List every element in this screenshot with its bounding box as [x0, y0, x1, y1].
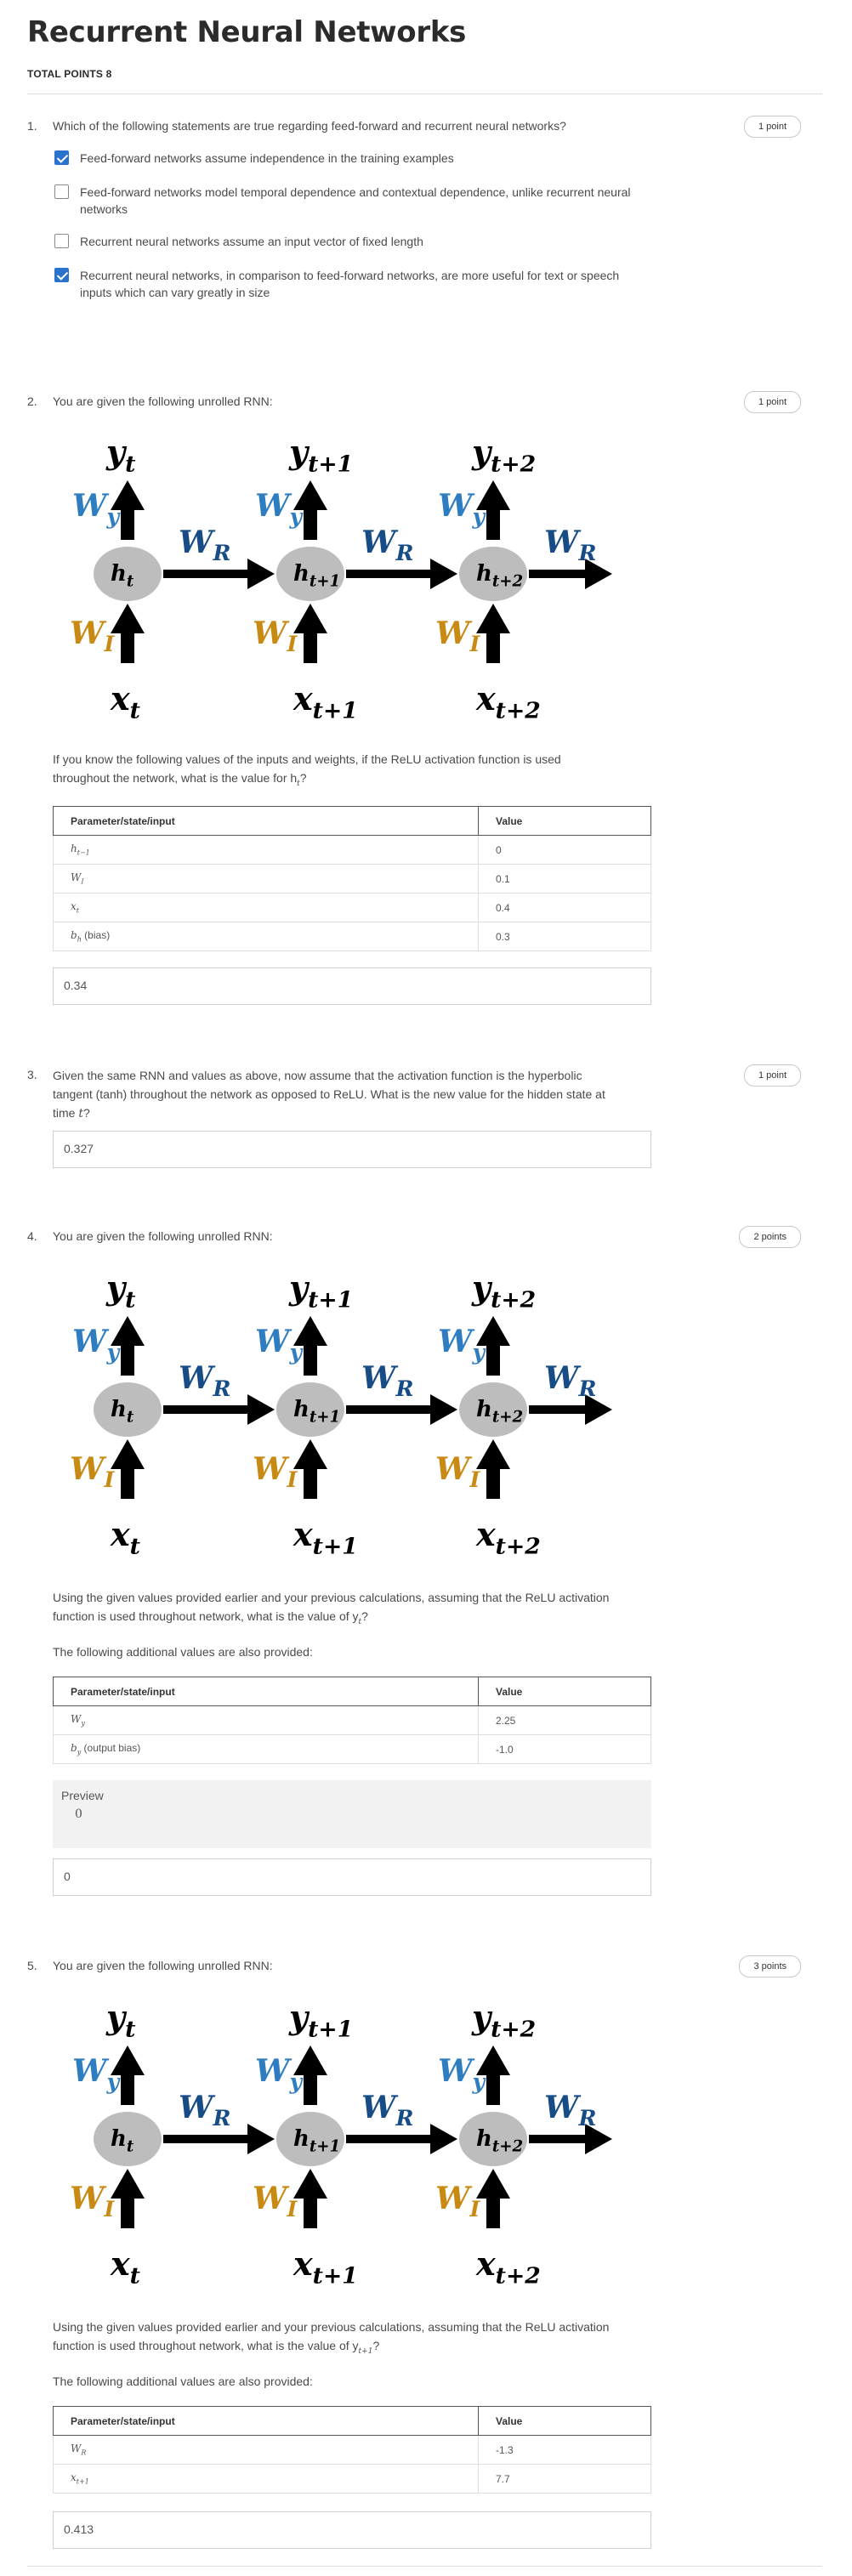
wr-label-0-main: W: [179, 2090, 213, 2125]
q4-prompt: [53, 1588, 648, 1631]
h-label-1-sub: t+1: [309, 572, 341, 591]
q3-answer-input[interactable]: 0.327: [53, 1131, 651, 1168]
q4-prompt-sub: t: [358, 1617, 362, 1626]
param-cell: [54, 922, 479, 951]
wr-label-1: [361, 1360, 413, 1401]
q1-option-2-label: Feed-forward networks model temporal dependence and contextual dependence, unlike recurrent neural networks: [80, 185, 631, 216]
q2-answer-input[interactable]: 0.34: [53, 967, 651, 1005]
x-label-2: [475, 2244, 541, 2289]
q5-answer-input[interactable]: 0.413: [53, 2511, 651, 2549]
y-label-2-sub: t+2: [491, 1286, 537, 1314]
x-label-0-main: x: [111, 2244, 130, 2283]
y-label-1-sub: t+1: [308, 451, 354, 478]
wr-label-2-sub: R: [578, 1376, 597, 1401]
h-label-2-sub: t+2: [491, 2137, 524, 2156]
rnn-diagram-q4: [26, 1257, 621, 1580]
page-title: Recurrent Neural Networks: [27, 15, 467, 49]
question-2-header: [27, 393, 792, 410]
wi-label-1-sub: I: [287, 1467, 298, 1492]
question-2-text: You are given the following unrolled RNN:: [53, 394, 273, 408]
param-subscript: y: [81, 1719, 85, 1728]
question-1: [27, 117, 792, 301]
wy-label-0-main: W: [72, 488, 107, 524]
q1-option-1-checkbox[interactable]: [54, 150, 69, 165]
recurrent-arrow-2: [529, 2124, 612, 2154]
question-1-points: 1 point: [744, 116, 801, 138]
question-3-text: [53, 1066, 665, 1123]
q3-text-line-3: time: [53, 1106, 79, 1120]
h-label-2-main: h: [476, 1397, 492, 1422]
wy-label-2: [438, 2053, 486, 2094]
wi-label-2-sub: I: [469, 1467, 480, 1492]
question-5-header: [27, 1957, 792, 1974]
x-label-1: [293, 1515, 358, 1560]
x-label-0: [110, 1515, 141, 1560]
h-label-0-main: h: [111, 561, 127, 587]
y-label-0-main: y: [106, 1268, 126, 1307]
x-label-1-main: x: [293, 1515, 313, 1553]
question-1-text: Which of the following statements are true regarding feed-forward and recurrent neural networks?: [53, 119, 566, 133]
recurrent-arrow-2: [529, 559, 612, 589]
y-label-0-main: y: [106, 1998, 126, 2036]
input-arrow-2: [476, 604, 510, 663]
wi-label-1: [253, 2181, 298, 2221]
param-subscript: R: [81, 2448, 87, 2457]
wr-label-1-sub: R: [395, 540, 414, 565]
y-label-1-main: y: [289, 433, 309, 471]
recurrent-arrow-2: [529, 1394, 612, 1425]
table-header-row: [54, 2407, 651, 2436]
param-symbol: x: [71, 900, 77, 913]
wr-label-2-sub: R: [578, 540, 597, 565]
q4-prompt-line-2: function is used throughout network, what is the value of y: [53, 1609, 359, 1623]
x-label-1-main: x: [293, 2244, 313, 2283]
input-arrow-0: [111, 604, 145, 663]
y-label-1-sub: t+1: [308, 1286, 354, 1314]
param-cell: [54, 2465, 479, 2494]
q4-answer-input[interactable]: 0: [53, 1858, 651, 1896]
param-symbol: b: [71, 929, 77, 942]
wr-label-1-main: W: [361, 1360, 396, 1396]
wy-label-1-main: W: [255, 1324, 290, 1359]
x-label-2-sub: t+2: [495, 697, 541, 724]
h-label-1-sub: t+1: [309, 1408, 341, 1427]
x-label-1-sub: t+1: [312, 697, 358, 724]
wy-label-1-sub: y: [289, 2068, 303, 2094]
wy-label-0: [72, 1324, 121, 1365]
rnn-svg: [26, 1257, 621, 1580]
q1-option-4-label: Recurrent neural networks, in comparison to feed-forward networks, are more useful for text or speech inputs which can vary greatly in size: [80, 269, 620, 299]
question-1-header: [27, 117, 792, 134]
x-label-2-main: x: [476, 679, 496, 718]
wi-label-0: [70, 2181, 115, 2221]
value-cell: -1.3: [479, 2436, 651, 2465]
wi-label-2: [435, 616, 480, 656]
x-label-1-main: x: [293, 679, 313, 718]
value-cell: 0.4: [479, 894, 651, 922]
wi-label-0: [70, 616, 115, 656]
param-subscript: t−1: [77, 848, 90, 857]
wr-label-2-main: W: [544, 525, 579, 560]
h-label-1-main: h: [293, 1397, 310, 1422]
param-subscript: y: [77, 1748, 82, 1756]
wy-label-1: [255, 1324, 304, 1365]
y-label-2-main: y: [472, 1998, 491, 2036]
q2-param-table: [53, 806, 651, 951]
wi-label-0-sub: I: [104, 631, 115, 656]
y-label-2-sub: t+2: [491, 451, 537, 478]
x-label-1-sub: t+1: [312, 1533, 358, 1560]
rnn-diagram-q2: [26, 421, 621, 744]
wi-label-1-sub: I: [287, 631, 298, 656]
q1-option-3-checkbox[interactable]: [54, 234, 69, 248]
h-label-2-sub: t+2: [491, 1408, 524, 1427]
param-cell: [54, 2436, 479, 2465]
wi-label-2-main: W: [435, 1451, 470, 1487]
value-cell: 7.7: [479, 2465, 651, 2494]
x-label-0: [110, 679, 141, 724]
question-3-header: [27, 1066, 792, 1123]
h-label-1-main: h: [293, 561, 310, 587]
rnn-svg: [26, 1986, 621, 2309]
wr-label-1: [361, 2090, 413, 2131]
param-note: (bias): [81, 929, 111, 942]
wi-label-2: [435, 2181, 480, 2221]
wr-label-0-sub: R: [213, 540, 231, 565]
question-4-points: 2 points: [739, 1226, 801, 1248]
wy-label-0-sub: y: [106, 503, 120, 529]
q4-preview-value: 0: [75, 1807, 82, 1821]
wy-label-1-main: W: [255, 488, 290, 524]
x-label-2: [475, 1515, 541, 1560]
x-label-0-main: x: [111, 679, 130, 718]
q4-preview-label: Preview: [61, 1789, 104, 1802]
question-5-text: You are given the following unrolled RNN:: [53, 1959, 273, 1972]
wr-label-2: [544, 525, 596, 565]
wi-label-0-sub: I: [104, 1467, 115, 1492]
q1-option-4[interactable]: [54, 267, 792, 301]
wr-label-2: [544, 2090, 596, 2131]
wi-label-0-main: W: [70, 616, 105, 651]
param-subscript: t+1: [76, 2477, 89, 2486]
question-3-number: 3.: [27, 1068, 37, 1081]
question-5-points: 3 points: [739, 1955, 801, 1977]
param-cell: [54, 1706, 479, 1735]
value-cell: 0.3: [479, 922, 651, 951]
question-5: [27, 1957, 792, 1974]
h-label-2-main: h: [476, 2126, 492, 2152]
wi-label-1-sub: I: [287, 2196, 298, 2221]
table-row: [54, 922, 651, 951]
table-header-value: Value: [479, 807, 651, 836]
input-arrow-2: [476, 2169, 510, 2228]
wr-label-0-main: W: [179, 1360, 213, 1396]
wi-label-0-main: W: [70, 1451, 105, 1487]
question-2-points: 1 point: [744, 391, 801, 413]
x-label-2-sub: t+2: [495, 2262, 541, 2289]
rnn-diagram-q5: [26, 1986, 621, 2309]
table-row: [54, 1706, 651, 1735]
wi-label-2: [435, 1451, 480, 1492]
input-arrow-1: [293, 604, 327, 663]
param-subscript: h: [77, 935, 82, 944]
wi-label-0-main: W: [70, 2181, 105, 2216]
x-label-0-sub: t: [129, 2262, 140, 2289]
wr-label-2-main: W: [544, 1360, 579, 1396]
q2-prompt-end: ?: [299, 771, 307, 785]
wr-label-2-main: W: [544, 2090, 579, 2125]
question-4-text: You are given the following unrolled RNN:: [53, 1229, 273, 1243]
q5-param-table: [53, 2406, 651, 2494]
h-label-1-sub: t+1: [309, 2137, 341, 2156]
wr-label-0-main: W: [179, 525, 213, 560]
wy-label-0-sub: y: [106, 1339, 120, 1365]
question-1-number: 1.: [27, 119, 37, 133]
rnn-svg: [26, 421, 621, 744]
wy-label-2: [438, 1324, 486, 1365]
table-header-param: Parameter/state/input: [54, 807, 479, 836]
h-label-1-main: h: [293, 2126, 310, 2152]
param-cell: [54, 1735, 479, 1764]
q4-param-table: [53, 1677, 651, 1764]
q1-option-3[interactable]: [54, 233, 792, 250]
q5-prompt-line-2: function is used throughout network, what is the value of y: [53, 2339, 359, 2352]
param-symbol: W: [71, 1713, 82, 1726]
value-cell: -1.0: [479, 1735, 651, 1764]
wy-label-0-main: W: [72, 2053, 107, 2089]
q1-option-2[interactable]: [54, 184, 792, 218]
h-label-2-main: h: [476, 561, 492, 587]
q2-prompt-sub: t: [297, 779, 300, 788]
y-label-2-main: y: [472, 433, 491, 471]
value-cell: 2.25: [479, 1706, 651, 1735]
q5-prompt-additional: The following additional values are also provided:: [53, 2375, 313, 2388]
q4-prompt-end: ?: [361, 1609, 368, 1623]
wy-label-0-main: W: [72, 1324, 107, 1359]
y-label-1: [288, 1268, 353, 1314]
x-label-0-sub: t: [129, 1533, 140, 1560]
question-4-header: [27, 1228, 792, 1245]
y-label-0-sub: t: [125, 2016, 136, 2043]
question-2-number: 2.: [27, 394, 37, 408]
x-label-2-main: x: [476, 2244, 496, 2283]
y-label-2: [471, 1268, 536, 1314]
q2-prompt: [53, 750, 648, 793]
y-label-0-sub: t: [125, 451, 136, 478]
question-3: [27, 1066, 792, 1123]
param-note: (output bias): [81, 1742, 141, 1755]
total-points: TOTAL POINTS 8: [27, 68, 112, 80]
q3-text-line-2: tangent (tanh) throughout the network as opposed to ReLU. What is the new value for the hidden state at: [53, 1087, 605, 1101]
param-symbol: x: [71, 2471, 77, 2484]
wr-label-0-sub: R: [213, 2105, 231, 2131]
y-label-2: [471, 1998, 536, 2043]
question-3-points: 1 point: [744, 1064, 801, 1087]
wi-label-2-main: W: [435, 2181, 470, 2216]
wy-label-2-main: W: [438, 1324, 473, 1359]
x-label-0-sub: t: [129, 697, 140, 724]
table-row: [54, 836, 651, 865]
x-label-1-sub: t+1: [312, 2262, 358, 2289]
wy-label-2-sub: y: [472, 1339, 486, 1365]
x-label-1: [293, 679, 358, 724]
wi-label-1: [253, 1451, 298, 1492]
q1-option-4-checkbox[interactable]: [54, 268, 69, 282]
wi-label-1-main: W: [253, 616, 287, 651]
y-label-1: [288, 1998, 353, 2043]
wi-label-1-main: W: [253, 2181, 287, 2216]
x-label-0-main: x: [111, 1515, 130, 1553]
q3-text-end: ?: [82, 1106, 90, 1120]
q3-text-var: t: [78, 1107, 83, 1121]
wy-label-0: [72, 488, 121, 529]
q1-option-1-label: Feed-forward networks assume independence in the training examples: [80, 151, 454, 165]
param-subscript: t: [76, 906, 79, 915]
wy-label-1: [255, 488, 304, 529]
wi-label-2-main: W: [435, 616, 470, 651]
q5-prompt-sub: t+1: [358, 2346, 373, 2356]
h-label-0-sub: t: [126, 1408, 134, 1427]
input-arrow-1: [293, 1439, 327, 1499]
table-row: [54, 865, 651, 894]
wy-label-2-main: W: [438, 488, 473, 524]
wi-label-0-sub: I: [104, 2196, 115, 2221]
quiz-page: [0, 0, 852, 94]
wy-label-0: [72, 2053, 121, 2094]
question-4: [27, 1228, 792, 1245]
param-symbol: W: [71, 2443, 82, 2455]
param-cell: [54, 865, 479, 894]
question-4-number: 4.: [27, 1229, 37, 1243]
q4-prompt-line-1: Using the given values provided earlier and your previous calculations, assuming that the ReLU activation: [53, 1591, 610, 1604]
wy-label-2: [438, 488, 486, 529]
y-label-2-main: y: [472, 1268, 491, 1307]
input-arrow-2: [476, 1439, 510, 1499]
table-row: [54, 2436, 651, 2465]
param-subscript: I: [81, 877, 84, 886]
y-label-0-main: y: [106, 433, 126, 471]
question-5-number: 5.: [27, 1959, 37, 1972]
wi-label-0: [70, 1451, 115, 1492]
q2-prompt-line-1: If you know the following values of the inputs and weights, if the ReLU activation function is used: [53, 752, 561, 766]
y-label-0: [105, 1268, 136, 1314]
table-row: [54, 894, 651, 922]
y-label-0: [105, 1998, 136, 2043]
wy-label-2-main: W: [438, 2053, 473, 2089]
y-label-1-main: y: [289, 1998, 309, 2036]
table-header-value: Value: [479, 1677, 651, 1706]
wr-label-1-main: W: [361, 525, 396, 560]
question-2: [27, 393, 792, 410]
q5-prompt-end: ?: [372, 2339, 380, 2352]
table-header-param: Parameter/state/input: [54, 1677, 479, 1706]
q3-text-line-1: Given the same RNN and values as above, now assume that the activation function is the hyperbolic: [53, 1069, 582, 1082]
q4-prompt-additional: The following additional values are also provided:: [53, 1645, 313, 1659]
input-arrow-0: [111, 1439, 145, 1499]
q5-prompt: [53, 2318, 648, 2361]
x-label-1: [293, 2244, 358, 2289]
input-arrow-1: [293, 2169, 327, 2228]
wi-label-1: [253, 616, 298, 656]
wi-label-2-sub: I: [469, 631, 480, 656]
y-label-1: [288, 433, 353, 478]
y-label-2: [471, 433, 536, 478]
y-label-0: [105, 433, 136, 478]
wr-label-1-sub: R: [395, 2105, 414, 2131]
value-cell: 0.1: [479, 865, 651, 894]
q4-preview: [53, 1780, 651, 1848]
footer-divider: [27, 2566, 822, 2567]
table-header-value: Value: [479, 2407, 651, 2436]
x-label-0: [110, 2244, 141, 2289]
y-label-1-sub: t+1: [308, 2016, 354, 2043]
value-cell: 0: [479, 836, 651, 865]
y-label-2-sub: t+2: [491, 2016, 537, 2043]
wy-label-1-sub: y: [289, 1339, 303, 1365]
wy-label-2-sub: y: [472, 503, 486, 529]
x-label-2-main: x: [476, 1515, 496, 1553]
wr-label-0-sub: R: [213, 1376, 231, 1401]
wr-label-1-sub: R: [395, 1376, 414, 1401]
param-symbol: b: [71, 1742, 77, 1755]
y-label-0-sub: t: [125, 1286, 136, 1314]
wy-label-1-sub: y: [289, 503, 303, 529]
wy-label-0-sub: y: [106, 2068, 120, 2094]
wy-label-1-main: W: [255, 2053, 290, 2089]
wr-label-2-sub: R: [578, 2105, 597, 2131]
x-label-2-sub: t+2: [495, 1533, 541, 1560]
q1-option-3-label: Recurrent neural networks assume an input vector of fixed length: [80, 235, 423, 248]
h-label-2-sub: t+2: [491, 572, 524, 591]
x-label-2: [475, 679, 541, 724]
h-label-0-sub: t: [126, 572, 134, 591]
wr-label-0: [179, 2090, 230, 2131]
param-cell: [54, 836, 479, 865]
h-label-0-main: h: [111, 1397, 127, 1422]
q1-option-1[interactable]: [54, 150, 792, 167]
q5-prompt-line-1: Using the given values provided earlier and your previous calculations, assuming that the ReLU activation: [53, 2320, 610, 2334]
q2-prompt-line-2: throughout the network, what is the value for h: [53, 771, 298, 785]
table-header-row: [54, 1677, 651, 1706]
wr-label-2: [544, 1360, 596, 1401]
wi-label-1-main: W: [253, 1451, 287, 1487]
q1-option-2-checkbox[interactable]: [54, 184, 69, 199]
wr-label-0: [179, 525, 230, 565]
wr-label-0: [179, 1360, 230, 1401]
param-cell: [54, 894, 479, 922]
wy-label-1: [255, 2053, 304, 2094]
wr-label-1-main: W: [361, 2090, 396, 2125]
table-header-row: [54, 807, 651, 836]
table-row: [54, 1735, 651, 1764]
y-label-1-main: y: [289, 1268, 309, 1307]
wi-label-2-sub: I: [469, 2196, 480, 2221]
param-symbol: W: [71, 871, 82, 884]
table-header-param: Parameter/state/input: [54, 2407, 479, 2436]
input-arrow-0: [111, 2169, 145, 2228]
h-label-0-main: h: [111, 2126, 127, 2152]
wy-label-2-sub: y: [472, 2068, 486, 2094]
table-row: [54, 2465, 651, 2494]
h-label-0-sub: t: [126, 2137, 134, 2156]
param-symbol: h: [71, 843, 77, 855]
wr-label-1: [361, 525, 413, 565]
